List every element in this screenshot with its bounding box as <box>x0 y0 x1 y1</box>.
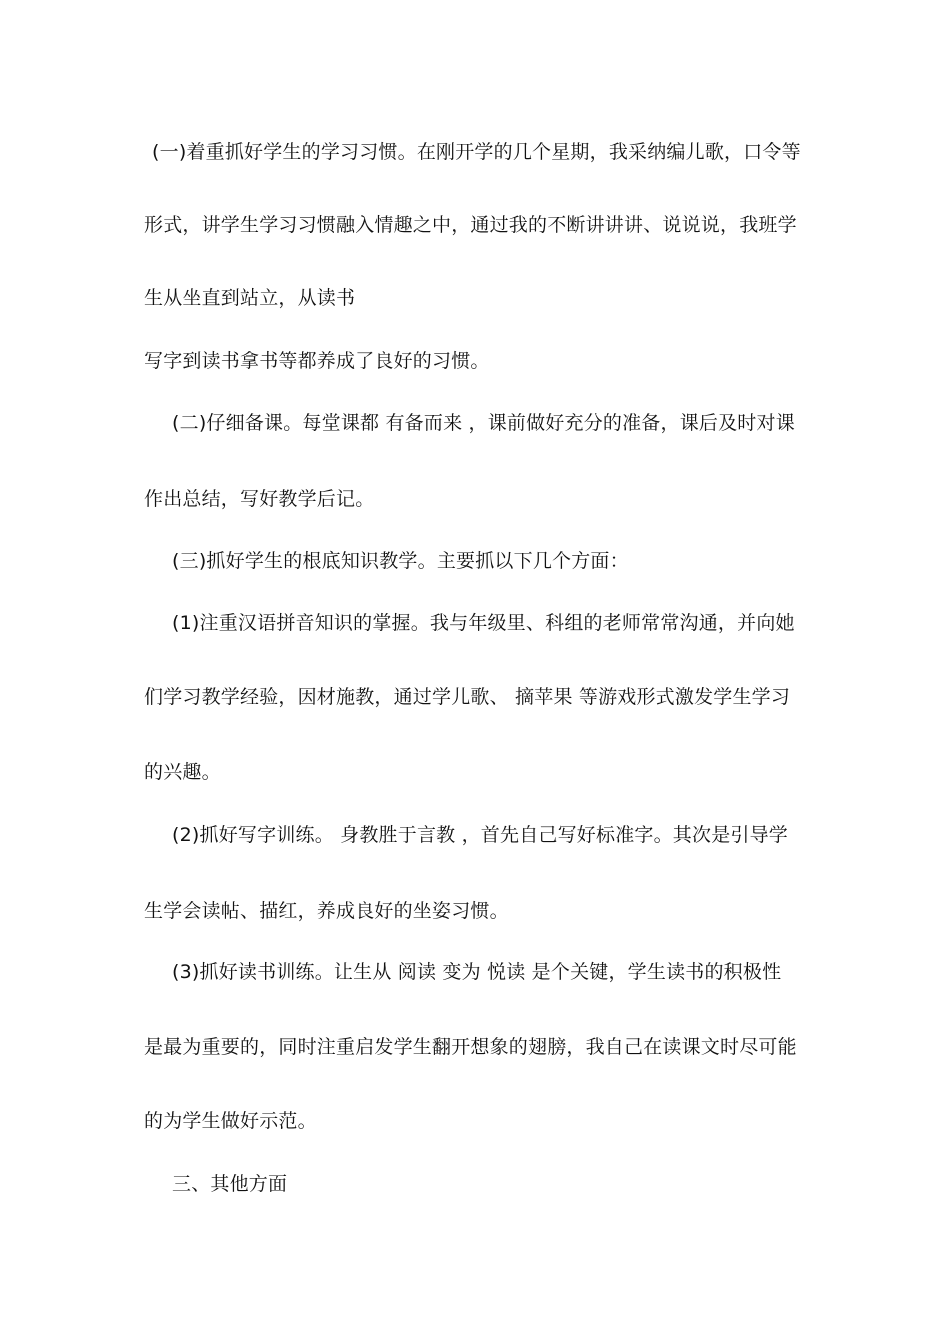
paragraph-line-12: 生学会读帖、描红，养成良好的坐姿习惯。 <box>144 900 509 922</box>
paragraph-line-14: 是最为重要的，同时注重启发学生翻开想象的翅膀，我自己在读课文时尽可能 <box>144 1036 797 1058</box>
paragraph-line-3: 生从坐直到站立，从读书 <box>144 287 356 309</box>
paragraph-line-9: 们学习教学经验，因材施教，通过学儿歌、 摘苹果 等游戏形式激发学生学习 <box>144 686 791 708</box>
paragraph-line-1: (一)着重抓好学生的学习习惯。在刚开学的几个星期，我采纳编儿歌，口令等 <box>152 141 801 163</box>
paragraph-line-4: 写字到读书拿书等都养成了良好的习惯。 <box>144 350 490 372</box>
paragraph-line-8: (1)注重汉语拼音知识的掌握。我与年级里、科组的老师常常沟通，并向她 <box>172 612 795 634</box>
paragraph-line-5: (二)仔细备课。每堂课都 有备而来 ，课前做好充分的准备，课后及时对课 <box>172 412 795 434</box>
paragraph-line-2: 形式，讲学生学习习惯融入情趣之中，通过我的不断讲讲讲、说说说，我班学 <box>144 214 797 236</box>
paragraph-line-6: 作出总结，写好教学后记。 <box>144 488 375 510</box>
paragraph-line-7: (三)抓好学生的根底知识教学。主要抓以下几个方面： <box>172 550 629 572</box>
paragraph-line-11: (2)抓好写字训练。 身教胜于言教 ，首先自己写好标准字。其次是引导学 <box>172 824 788 846</box>
section-heading: 三、其他方面 <box>172 1173 288 1195</box>
paragraph-line-10: 的兴趣。 <box>144 761 221 783</box>
paragraph-line-13: (3)抓好读书训练。让生从 阅读 变为 悦读 是个关键，学生读书的积极性 <box>172 961 782 983</box>
paragraph-line-15: 的为学生做好示范。 <box>144 1110 317 1132</box>
